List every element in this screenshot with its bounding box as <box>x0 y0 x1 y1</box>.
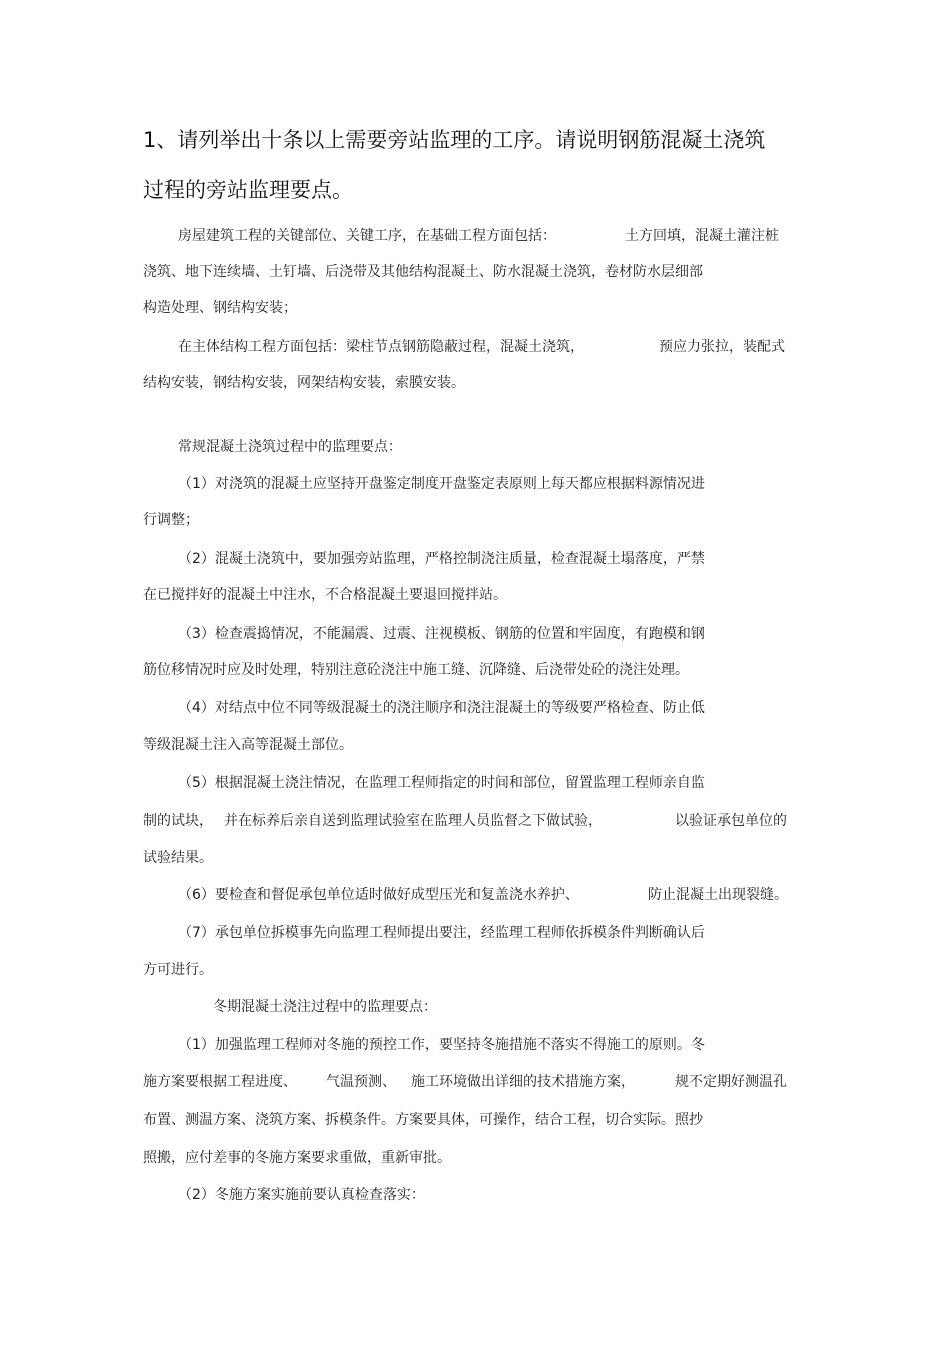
regular-item-7-line-2: 方可进行。 <box>143 962 213 978</box>
regular-item-5-line-2a: 制的试块， <box>143 813 213 829</box>
main-structure-intro-tail: 预应力张拉，装配式 <box>659 339 785 355</box>
regular-item-2-line-1: （2）混凝土浇筑中，要加强旁站监理，严格控制浇注质量，检查混凝土塌落度，严禁 <box>178 551 705 567</box>
regular-item-5-line-2c: 以验证承包单位的 <box>675 813 787 829</box>
winter-item-1-line-4: 照搬，应付差事的冬施方案要求重做，重新审批。 <box>143 1150 451 1166</box>
regular-item-1-line-1: （1）对浇筑的混凝土应坚持开盘鉴定制度开盘鉴定表原则上每天都应根据料源情况进 <box>178 476 705 492</box>
question-heading-line-1: 1、请列举出十条以上需要旁站监理的工序。请说明钢筋混凝土浇筑 <box>143 128 766 152</box>
regular-item-6-line-1a: （6）要检查和督促承包单位适时做好成型压光和复盖浇水养护、 <box>178 887 579 903</box>
winter-item-1-line-2c: 施工环境做出详细的技术措施方案， <box>411 1074 635 1090</box>
regular-item-1-line-2: 行调整； <box>143 512 199 528</box>
regular-item-6-line-1b: 防止混凝土出现裂缝。 <box>648 887 788 903</box>
winter-item-1-line-2b: 气温预测、 <box>326 1074 396 1090</box>
main-structure-line-2: 结构安装，钢结构安装，网架结构安装，索膜安装。 <box>143 375 465 391</box>
winter-item-1-line-3: 布置、测温方案、浇筑方案、拆模条件。方案要具体，可操作，结合工程，切合实际。照抄 <box>143 1112 703 1128</box>
winter-item-1-line-2d: 规不定期好测温孔 <box>675 1074 787 1090</box>
regular-item-4-line-1: （4）对结点中位不同等级混凝土的浇注顺序和浇注混凝土的等级要严格检查、防止低 <box>178 700 705 716</box>
foundation-intro-tail: 土方回填，混凝土灌注桩 <box>625 228 779 244</box>
foundation-intro: 房屋建筑工程的关键部位、关键工序，在基础工程方面包括： <box>178 228 556 244</box>
regular-section-title: 常规混凝土浇筑过程中的监理要点： <box>178 439 402 455</box>
regular-item-4-line-2: 等级混凝土注入高等混凝土部位。 <box>143 737 353 753</box>
winter-item-1-line-1: （1）加强监理工程师对冬施的预控工作，要坚持冬施措施不落实不得施工的原则。冬 <box>178 1037 705 1053</box>
winter-section-title: 冬期混凝土浇注过程中的监理要点： <box>213 999 437 1015</box>
regular-item-3-line-2: 筋位移情况时应及时处理，特别注意砼浇注中施工缝、沉降缝、后浇带处砼的浇注处理。 <box>143 662 689 678</box>
regular-item-3-line-1: （3）检查震捣情况，不能漏震、过震、注视模板、钢筋的位置和牢固度，有跑模和钢 <box>178 626 705 642</box>
regular-item-2-line-2: 在已搅拌好的混凝土中注水，不合格混凝土要退回搅拌站。 <box>143 587 507 603</box>
winter-item-2-line-1: （2）冬施方案实施前要认真检查落实： <box>178 1187 425 1203</box>
question-heading-line-2: 过程的旁站监理要点。 <box>143 178 353 202</box>
regular-item-5-line-1: （5）根据混凝土浇注情况，在监理工程师指定的时间和部位，留置监理工程师亲自监 <box>178 775 705 791</box>
main-structure-intro: 在主体结构工程方面包括：梁柱节点钢筋隐蔽过程，混凝土浇筑， <box>178 339 584 355</box>
regular-item-7-line-1: （7）承包单位拆模事先向监理工程师提出要注，经监理工程师依拆模条件判断确认后 <box>178 925 705 941</box>
regular-item-5-line-3: 试验结果。 <box>143 850 213 866</box>
foundation-line-3: 构造处理、钢结构安装； <box>143 300 297 316</box>
winter-item-1-line-2a: 施方案要根据工程进度、 <box>143 1074 297 1090</box>
foundation-line-2: 浇筑、地下连续墙、土钉墙、后浇带及其他结构混凝土、防水混凝土浇筑，卷材防水层细部 <box>143 264 703 280</box>
regular-item-5-line-2b: 并在标养后亲自送到监理试验室在监理人员监督之下做试验， <box>224 813 602 829</box>
